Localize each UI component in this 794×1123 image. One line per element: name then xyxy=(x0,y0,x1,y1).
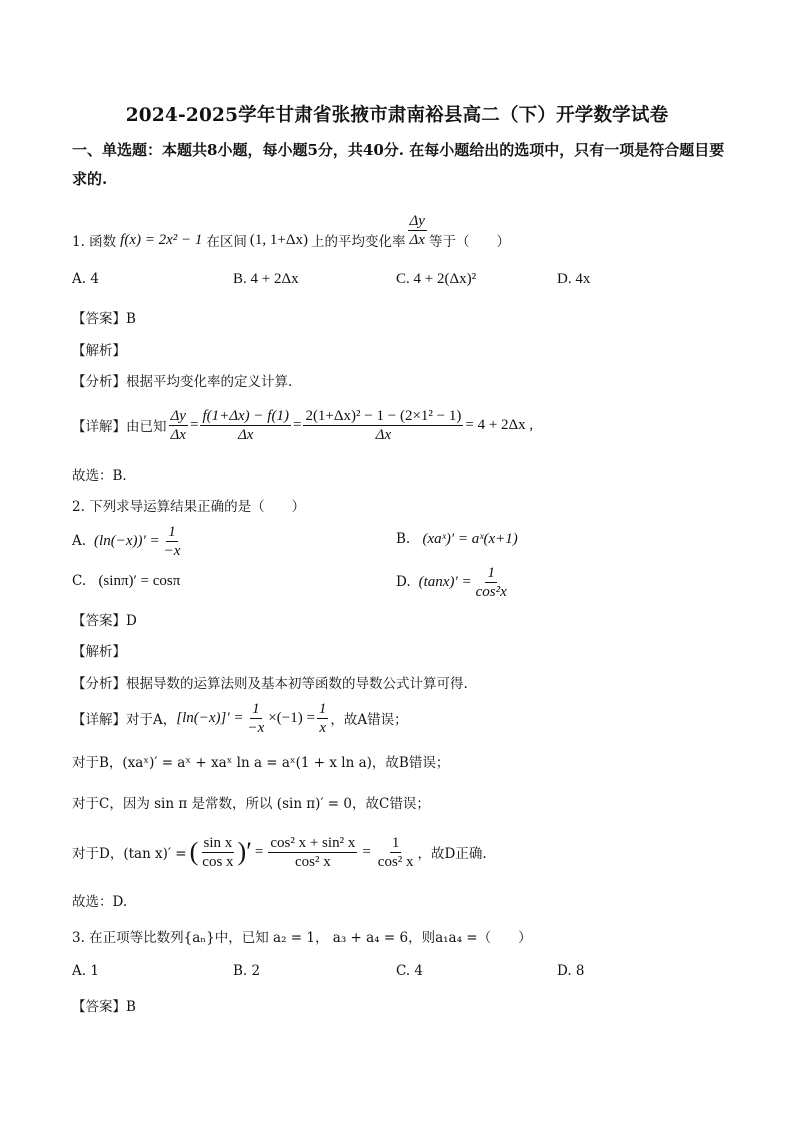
q2-option-a-num: 1 xyxy=(168,523,176,540)
q1-ratio-den: Δx xyxy=(409,231,425,248)
q1-detail-frac-1-den: Δx xyxy=(170,426,186,443)
q1-analysis-label: 【解析】 xyxy=(72,343,126,359)
q2-option-a-label: A. xyxy=(72,533,87,549)
q1-ratio-num: Δy xyxy=(409,212,425,229)
q2-option-c-label: C. xyxy=(72,573,87,589)
q1-ratio xyxy=(408,212,427,249)
q2-option-d-lhs: (tanx)′ = xyxy=(418,573,472,590)
q2-detail-a-frac-2 xyxy=(317,700,329,737)
q1-option-b: B. 4 + 2Δx xyxy=(233,271,299,287)
q1-detail-frac-2-den: Δx xyxy=(237,426,254,443)
q1-suffix: 等于（ ） xyxy=(428,234,510,250)
q3-option-c: C. 4 xyxy=(396,963,424,979)
paren-close: )′ xyxy=(237,837,252,866)
q2-option-d-num: 1 xyxy=(487,564,495,581)
q2-option-b-expr: (xaˣ)′ = aˣ(x+1) xyxy=(422,531,518,547)
equals-sign: = xyxy=(292,416,302,433)
q1-detail-frac-1-num: Δy xyxy=(170,407,186,424)
q1-mid2: 上的平均变化率 xyxy=(311,234,406,250)
equals-sign: = xyxy=(362,843,371,860)
q1-option-a: A. 4 xyxy=(72,271,99,287)
q3-option-a: A. 1 xyxy=(72,963,99,979)
equals-sign: = xyxy=(189,416,199,433)
q2-detail-d-frac-3-num: 1 xyxy=(391,834,400,851)
q2-detail-b: 对于B，(xaˣ)′ = aˣ + xaˣ ln a = aˣ(1 + x ln a)，故B错误； xyxy=(72,755,450,771)
q1-interval: (1, 1+Δx) xyxy=(249,231,308,248)
q2-detail-d-frac-1 xyxy=(200,834,235,871)
q2-detail-d-post: ，故D正确. xyxy=(417,846,487,862)
q2-detail-d-frac-2-den: cos² x xyxy=(294,853,331,870)
page-title: 2024-2025学年甘肃省张掖市肃南裕县高二（下）开学数学试卷 xyxy=(125,105,669,126)
q2-option-a-lhs: (ln(−x))′ = xyxy=(94,532,160,549)
q2-answer: 【答案】D xyxy=(72,613,137,629)
q2-detail-d-frac-2-num: cos² x + sin² x xyxy=(270,834,356,851)
question-2-stem: 2. 下列求导运算结果正确的是（ ） xyxy=(72,499,306,515)
q1-detail-frac-3-den: Δx xyxy=(375,426,392,443)
q1-detail-frac-2 xyxy=(200,407,291,444)
q2-detail-d-frac-1-den: cos x xyxy=(202,853,234,870)
q2-detail-a-mid: ×(−1) = xyxy=(268,709,315,726)
q2-detail-d-frac-1-num: sin x xyxy=(203,834,233,851)
q2-detail-a-pre: 【详解】对于A， xyxy=(72,712,177,728)
q2-option-d-frac xyxy=(474,564,509,601)
q1-detail-label: 【详解】由已知 xyxy=(72,419,167,435)
q2-detail-a-frac-1-num: 1 xyxy=(252,700,260,717)
paren-open: ( xyxy=(189,837,199,866)
q2-option-d-den: cos²x xyxy=(475,583,507,600)
q2-option-b-label: B. xyxy=(396,531,411,547)
section-heading: 一、单选题：本题共8小题，每小题5分，共40分. 在每小题给出的选项中，只有一项是符合题目要求的. xyxy=(72,141,725,188)
q1-conclusion: 故选：B． xyxy=(72,468,136,484)
q1-mid: 在区间 xyxy=(206,234,247,250)
q2-option-d xyxy=(396,562,511,602)
q1-option-c: C. 4 + 2(Δx)² xyxy=(396,271,477,287)
q2-detail-d-pre: 对于D，(tan x)′ = xyxy=(72,846,187,862)
q2-detail-a-frac-2-den: x xyxy=(319,719,326,736)
q2-option-b xyxy=(396,531,518,548)
q2-detail-a-frac-2-num: 1 xyxy=(318,700,327,717)
q2-detail-d-frac-3-den: cos² x xyxy=(377,853,414,870)
q1-answer: 【答案】B xyxy=(72,311,136,327)
q2-detail-c: 对于C，因为 sin π 是常数，所以 (sin π)′ = 0，故C错误； xyxy=(72,796,430,812)
q2-option-a-den: −x xyxy=(163,542,181,559)
q1-method: 【分析】根据平均变化率的定义计算. xyxy=(72,374,293,390)
q1-detail-frac-3 xyxy=(303,407,463,444)
q2-method: 【分析】根据导数的运算法则及基本初等函数的导数公式计算可得. xyxy=(72,676,468,692)
question-1-stem xyxy=(72,212,510,260)
q2-option-c xyxy=(72,573,180,590)
q3-answer: 【答案】B xyxy=(72,999,136,1015)
q3-option-d: D. 8 xyxy=(557,963,585,979)
q2-analysis-label: 【解析】 xyxy=(72,644,126,660)
q2-conclusion: 故选：D. xyxy=(72,894,128,910)
q1-detail xyxy=(72,403,533,447)
q3-option-b: B. 2 xyxy=(233,963,261,979)
q2-option-c-expr: (sinπ)′ = cosπ xyxy=(98,573,181,589)
q2-detail-d xyxy=(72,828,487,876)
q1-detail-frac-1 xyxy=(169,407,188,444)
q1-prefix: 1. 函数 xyxy=(72,234,117,250)
q1-detail-frac-2-num: f(1+Δx) − f(1) xyxy=(202,407,289,424)
q1-detail-frac-3-num: 2(1+Δx)² − 1 − (2×1² − 1) xyxy=(305,407,462,424)
q2-detail-a-frac-1-den: −x xyxy=(247,719,265,736)
q2-detail-a-post: ，故A错误； xyxy=(330,712,408,728)
q2-detail-a-frac-1 xyxy=(246,700,267,737)
q2-option-a-frac xyxy=(162,523,183,560)
q2-option-d-label: D. xyxy=(396,574,411,590)
q2-detail-d-frac-2 xyxy=(268,834,357,871)
q2-detail-d-frac-3 xyxy=(376,834,416,871)
q2-option-a xyxy=(72,521,184,561)
q1-function: f(x) = 2x² − 1 xyxy=(120,231,203,248)
equals-sign: = xyxy=(254,843,264,860)
question-3-stem: 3. 在正项等比数列{aₙ}中，已知 a₂ = 1， a₃ + a₄ = 6，则a₁a₄ =（ ） xyxy=(72,930,532,946)
q1-option-d: D. 4x xyxy=(557,271,591,287)
q2-detail-a-expr: [ln(−x)]′ = xyxy=(176,709,244,726)
q1-detail-result: = 4 + 2Δx , xyxy=(465,416,534,433)
q2-detail-a xyxy=(72,697,408,739)
